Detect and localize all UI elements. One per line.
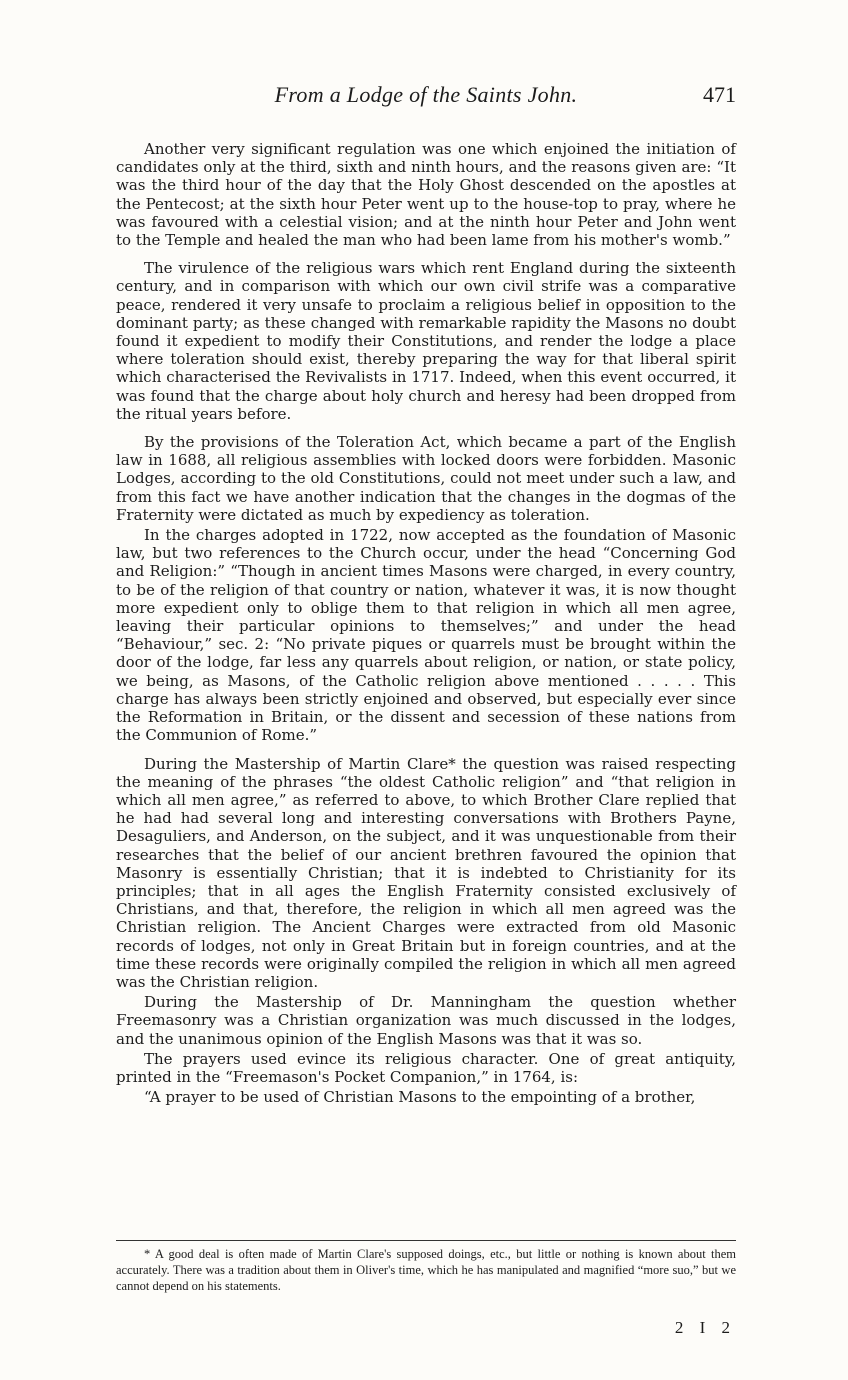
signature-mark: 2 I 2 [674, 1318, 736, 1337]
body-text [116, 140, 736, 1108]
page-number: 471 [703, 82, 736, 107]
running-head [116, 82, 736, 112]
paragraph: In the charges adopted in 1722, now accepted as the foundation of Masonic law, but two references to the Church occur, under the head “Concerning God and Religion:” “Though in ancient times Masons were charged, in every country, to be of the religion of that country or nation, whatever it was, it is now thought more expedient only to oblige them to that religion in which all men agree, leaving their particular opinions to themselves;” and under the head “Behaviour,” sec. 2: “No private piques or quarrels must be brought within the door of the lodge, far less any quarrels about religion, or nation, or state policy, we being, as Masons, of the Catholic religion above mentioned . . . . . This charge has always been strictly enjoined and observed, but especially ever since the Reformation in Britain, or the dissent and secession of these nations from the Communion of Rome.” [116, 526, 736, 745]
footnote: * A good deal is often made of Martin Clare's supposed doings, etc., but little or nothing is known about them accurately. There was a tradition about them in Oliver's time, which he has manipulated and magnified “more suo,” but we cannot depend on his statements. [116, 1247, 736, 1293]
running-title: From a Lodge of the Saints John. [274, 82, 578, 107]
paragraph: During the Mastership of Dr. Manningham the question whether Freemasonry was a Christian organization was much discussed in the lodges, and the unanimous opinion of the English Masons was that it was so. [116, 993, 736, 1048]
paragraph: The prayers used evince its religious character. One of great antiquity, printed in the “Freemason's Pocket Companion,” in 1764, is: [116, 1049, 736, 1086]
paragraph: “A prayer to be used of Christian Masons to the empointing of a brother, [144, 1088, 696, 1107]
paragraph: Another very significant regulation was one which enjoined the initiation of candidates only at the third, sixth and ninth hours, and the reasons given are: “It was the third hour of the day that the Holy Ghost descended on the apostles at the Pentecost; at the sixth hour Peter went up to the house-top to pray, where he was favoured with a celestial vision; and at the ninth hour Peter and John went to the Temple and healed the man who had been lame from his mother's womb.” [116, 140, 736, 250]
paragraph: The virulence of the religious wars which rent England during the sixteenth century, and in comparison with which our own civil strife was a comparative peace, rendered it very unsafe to proclaim a religious belief in opposition to the dominant party; as these changed with remarkable rapidity the Masons no doubt found it expedient to modify their Constitutions, and render the lodge a place where toleration should exist, thereby preparing the way for that liberal spirit which characterised the Revivalists in 1717. Indeed, when this event occurred, it was found that the charge about holy church and heresy had been dropped from the ritual years before. [116, 259, 736, 423]
paragraph: During the Mastership of Martin Clare* the question was raised respecting the meaning of the phrases “the oldest Catholic religion” and “that religion in which all men agree,” as referred to above, to which Brother Clare replied that he had had several long and interesting conversations with Brothers Payne, Desaguliers, and Anderson, on the subject, and it was unquestionable from their researches that the belief of our ancient brethren favoured the opinion that Masonry is essentially Christian; that it is indebted to Christianity for its principles; that in all ages the English Fraternity consisted exclusively of Christians, and that, therefore, the religion in which all men agreed was the Christian religion. The Ancient Charges were extracted from old Masonic records of lodges, not only in Great Britain but in foreign countries, and at the time these records were originally compiled the religion in which all men agreed was the Christian religion. [116, 754, 736, 991]
footnote-block [116, 1240, 736, 1294]
paragraph: By the provisions of the Toleration Act, which became a part of the English law in 1688, all religious assemblies with locked doors were forbidden. Masonic Lodges, according to the old Constitutions, could not meet under such a law, and from this fact we have another indication that the changes in the dogmas of the Fraternity were dictated as much by expediency as toleration. [116, 433, 736, 524]
